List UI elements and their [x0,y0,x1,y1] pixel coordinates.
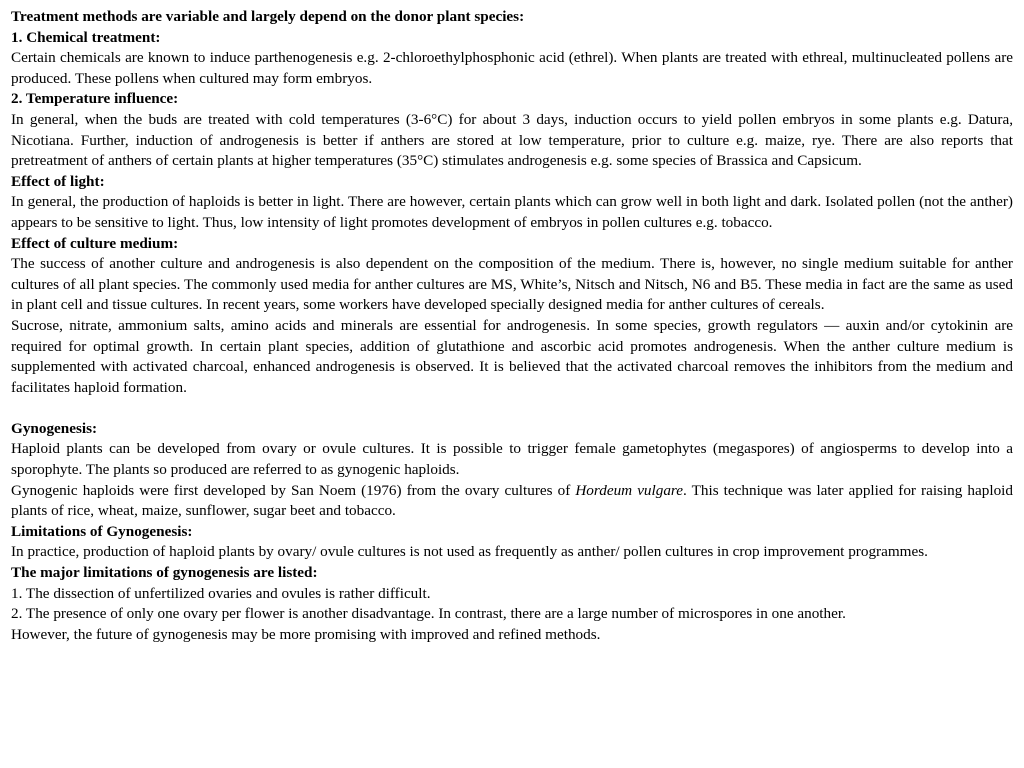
gynogenesis-heading: Gynogenesis: [11,419,98,437]
temperature-influence-paragraph: In general, when the buds are treated with cold temperatures (3-6°C) for about 3 days, induction occurs to yield pollen embryos in some plants e.g. Datura, Nicotiana. Further, induction of androgenesis is better if anthers are stored at low temperature, prior to culture e.g. maize, rye. There are also reports that pretreatment of anthers of certain plants at higher temperatures (35°C) stimulates androgenesis e.g. some species of Brassica and Capsicum. [11,110,1013,170]
gynogenesis-paragraph-2 [11,481,1013,522]
limitation-item-2: 2. The presence of only one ovary per flower is another disadvantage. In contrast, there are a large number of microspores in one another. [11,605,846,623]
document-body [11,7,1013,645]
intro-heading: Treatment methods are variable and largely depend on the donor plant species: [11,8,525,25]
effect-of-light-paragraph: In general, the production of haploids is better in light. There are however, certain plants which can grow well in both light and dark. Isolated pollen (not the anther) appears to be sensitive to light. Thus, low intensity of light promotes development of embryos in pollen cultures e.g. tobacco. [11,193,1013,231]
limitations-heading: Limitations of Gynogenesis: [11,522,193,540]
gynogenesis-paragraph-2-end: . This technique was later applied for raising haploid plants of rice, wheat, maize, sunflower, sugar beet and tobacco. [11,481,1013,520]
gynogenesis-paragraph-1: Haploid plants can be developed from ovary or ovule cultures. It is possible to trigger female gametophytes (megaspores) of angiosperms to develop into a sporophyte. The plants so produced are referred to as gynogenic haploids. [11,440,1013,479]
chemical-treatment-heading: 1. Chemical treatment: [11,28,161,46]
blank-line [11,398,1013,419]
gynogenesis-paragraph-2-start: Gynogenic haploids were first developed by San Noem (1976) from the ovary cultures of [11,481,576,499]
chemical-treatment-paragraph: Certain chemicals are known to induce parthenogenesis e.g. 2-chloroethylphosphonic acid (ethrel). When plants are treated with ethreal, multinucleated pollens are produced. These pollens when cultured may form embryos. [11,49,1013,87]
limitation-item-1: 1. The dissection of unfertilized ovaries and ovules is rather difficult. [11,584,431,602]
species-name-hordeum: Hordeum vulgare [575,481,684,499]
culture-medium-paragraph-2: Sucrose, nitrate, ammonium salts, amino acids and minerals are essential for androgenesis. In some species, growth regulators — auxin and/or cytokinin are required for optimal growth. In certain plant species, addition of glutathione and ascorbic acid promotes androgenesis. When the anther culture medium is supplemented with activated charcoal, enhanced androgenesis is observed. It is believed that the activated charcoal removes the inhibitors from the medium and facilitates haploid formation. [11,316,1013,396]
major-limitations-heading: The major limitations of gynogenesis are listed: [11,564,318,582]
limitations-paragraph: In practice, production of haploid plants by ovary/ ovule cultures is not used as frequently as anther/ pollen cultures in crop improvement programmes. [11,543,928,561]
effect-of-light-heading: Effect of light: [11,172,105,190]
culture-medium-paragraph-1: The success of another culture and androgenesis is also dependent on the composition of the medium. There is, however, no single medium suitable for anther cultures of all plant species. The commonly used media for anther cultures are MS, White’s, Nitsch and Nitsch, N6 and B5. These media in fact are the same as used in plant cell and tissue cultures. In recent years, some workers have developed specially designed media for anther cultures of cereals. [11,255,1013,314]
temperature-influence-heading: 2. Temperature influence: [11,90,179,108]
closing-paragraph: However, the future of gynogenesis may be more promising with improved and refined methods. [11,625,601,643]
culture-medium-heading: Effect of culture medium: [11,234,179,252]
